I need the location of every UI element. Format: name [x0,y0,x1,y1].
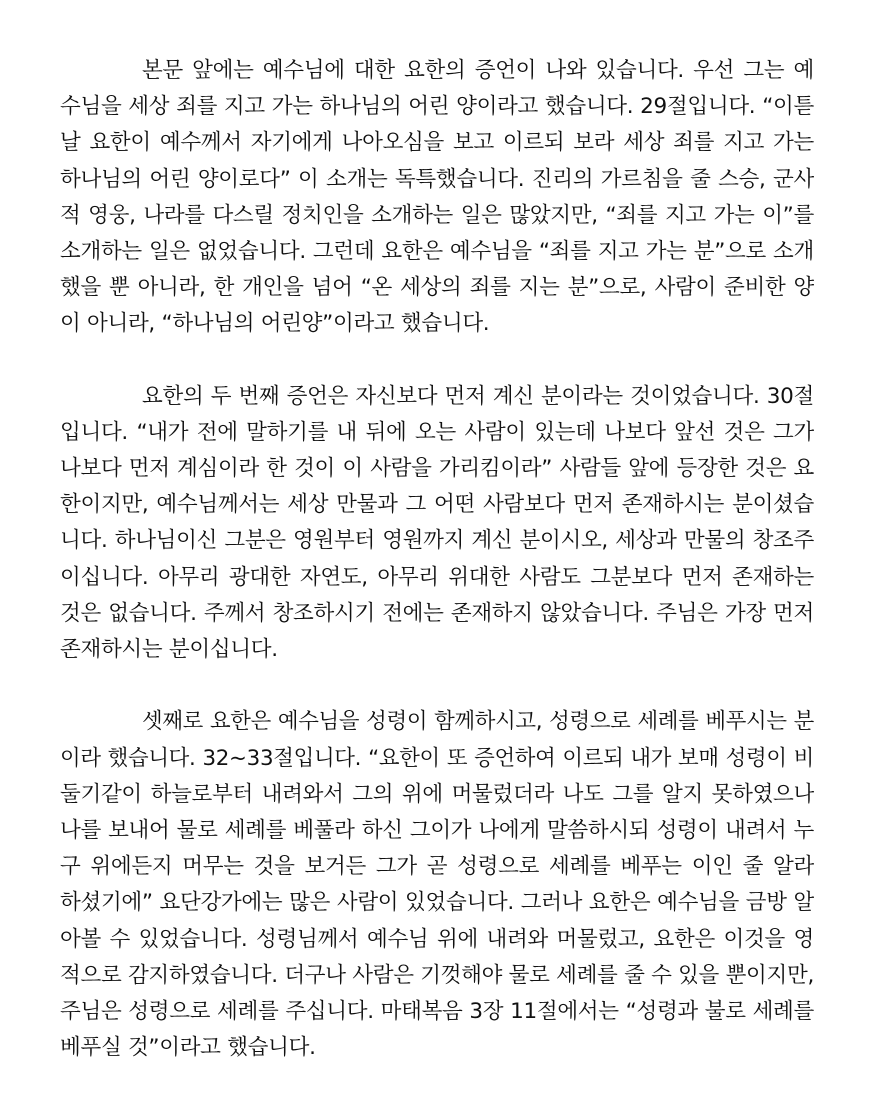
text-line: 구 위에든지 머무는 것을 보거든 그가 곧 성령으로 세례를 베푸는 이인 줄 알라 [60,854,814,880]
text-line: 둘기같이 하늘로부터 내려와서 그의 위에 머물렀더라 나도 그를 알지 못하였으나 [60,781,814,807]
document-body [60,53,814,1066]
text-line: 적 영웅, 나라를 다스릴 정치인을 소개하는 일은 많았지만, “죄를 지고 가는 이”를 [60,202,814,228]
text-line: 하나님의 어린 양이로다” 이 소개는 독특했습니다. 진리의 가르침을 줄 스승, 군사 [60,166,814,192]
paragraph-1 [60,53,814,343]
text-line: 나를 보내어 물로 세례를 베풀라 하신 그이가 나에게 말씀하시되 성령이 내려서 누 [60,817,814,843]
text-line: 셋째로 요한은 예수님을 성령이 함께하시고, 성령으로 세례를 베푸시는 분 [142,709,814,735]
text-line: 요한의 두 번째 증언은 자신보다 먼저 계신 분이라는 것이었습니다. 30절 [142,383,814,409]
text-line: 한이지만, 예수님께서는 세상 만물과 그 어떤 사람보다 먼저 존재하시는 분이셨습 [60,492,814,518]
text-line: 했을 뿐 아니라, 한 개인을 넘어 “온 세상의 죄를 지는 분”으로, 사람이 준비한 양 [60,275,814,301]
text-line: 입니다. “내가 전에 말하기를 내 뒤에 오는 사람이 있는데 나보다 앞선 것은 그가 [60,419,814,445]
text-line: 이라 했습니다. 32~33절입니다. “요한이 또 증언하여 이르되 내가 보매 성령이 비 [60,745,814,771]
text-line: 베푸실 것”이라고 했습니다. [60,1035,316,1061]
text-line: 나보다 먼저 계심이라 한 것이 이 사람을 가리킴이라” 사람들 앞에 등장한 것은 요 [60,456,814,482]
text-line: 주님은 성령으로 세례를 주십니다. 마태복음 3장 11절에서는 “성령과 불로 세례를 [60,998,814,1024]
text-line: 적으로 감지하였습니다. 더구나 사람은 기껏해야 물로 세례를 줄 수 있을 뿐이지만, [60,962,814,988]
text-line: 하셨기에” 요단강가에는 많은 사람이 있었습니다. 그러나 요한은 예수님을 금방 알 [60,890,814,916]
paragraph-gap [60,343,814,379]
text-line: 아볼 수 있었습니다. 성령님께서 예수님 위에 내려와 머물렀고, 요한은 이것을 영 [60,926,814,952]
paragraph-2 [60,379,814,669]
text-line: 날 요한이 예수께서 자기에게 나아오심을 보고 이르되 보라 세상 죄를 지고 가는 [60,130,814,156]
text-line: 수님을 세상 죄를 지고 가는 하나님의 어린 양이라고 했습니다. 29절입니다. “이튿 [60,94,814,120]
text-line: 본문 앞에는 예수님에 대한 요한의 증언이 나와 있습니다. 우선 그는 예 [142,58,814,83]
text-line: 소개하는 일은 없었습니다. 그런데 요한은 예수님을 “죄를 지고 가는 분”으로 소개 [60,238,814,264]
text-line: 존재하시는 분이십니다. [60,637,278,662]
paragraph-3 [60,704,814,1066]
text-line: 이 아니라, “하나님의 어린양”이라고 했습니다. [60,311,490,337]
text-line: 이십니다. 아무리 광대한 자연도, 아무리 위대한 사람도 그분보다 먼저 존재하는 [60,564,814,590]
text-line: 니다. 하나님이신 그분은 영원부터 영원까지 계신 분이시오, 세상과 만물의 창조주 [60,528,814,554]
paragraph-gap [60,668,814,704]
text-line: 것은 없습니다. 주께서 창조하시기 전에는 존재하지 않았습니다. 주님은 가장 먼저 [60,600,814,626]
